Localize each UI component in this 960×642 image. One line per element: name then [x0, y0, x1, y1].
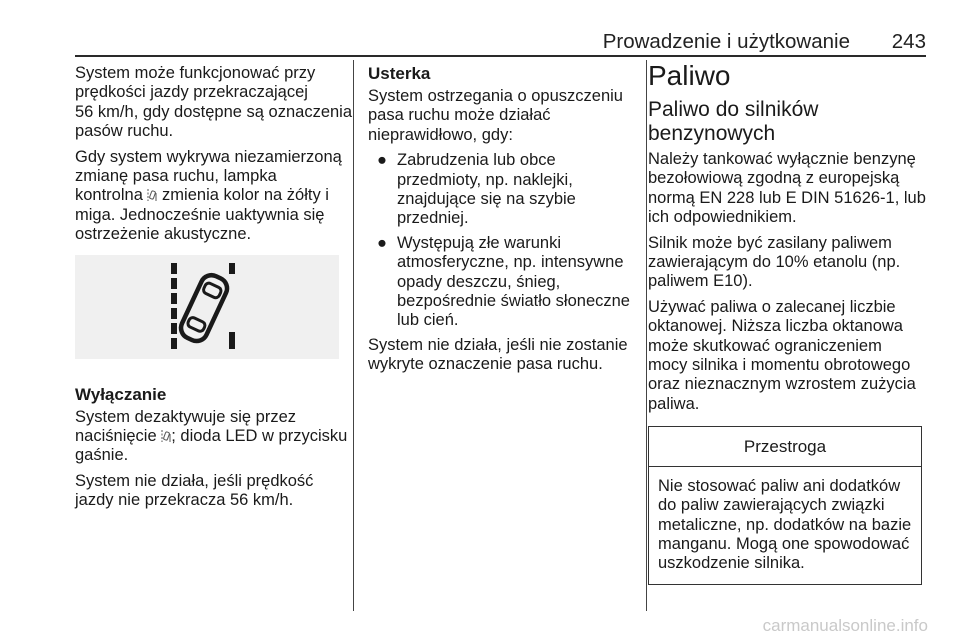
- paragraph-warning-behaviour: Gdy system wykrywa niezamierzoną zmianę pasa ruchu, lampka kontrolna zmienia kolor na żółty i miga. Jednocześnie uaktywnia się ostrzeżenie akustyczne.: [75, 147, 342, 244]
- column-3: [648, 60, 928, 585]
- page-number: 243: [891, 30, 926, 53]
- list-item: ● Występują złe warunki atmosferyczne, np. intensywne opady deszczu, śnieg, bezpośrednie światło słoneczne lub cień.: [377, 233, 630, 330]
- malfunction-list: [368, 151, 634, 331]
- page-header-title: Prowadzenie i użytkowanie: [602, 30, 850, 53]
- watermark: carmanualsonline.info: [762, 616, 928, 635]
- heading-wylaczanie: Wyłączanie: [75, 384, 167, 404]
- paragraph-octane: Używać paliwa o zalecanej liczbie oktanowej. Niższa liczba oktanowa może skutkować ograniczeniem mocy silnika i momentu obrotowego oraz nieznacznym wzrostem zużycia paliwa.: [648, 297, 916, 413]
- lane-departure-diagram: [75, 255, 339, 359]
- paragraph-malfunction-intro: System ostrzegania o opuszczeniu pasa ruchu może działać nieprawidłowo, gdy:: [368, 87, 623, 144]
- paragraph-fuel-standard: Należy tankować wyłącznie benzynę bezołowiową zgodną z europejską normą EN 228 lub E DIN 51626-1, lub ich odpowiednikiem.: [648, 150, 926, 227]
- paragraph-speed-condition: System może funkcjonować przy prędkości jazdy przekraczającej 56 km/h, gdy dostępne są oznaczenia pasów ruchu.: [75, 64, 353, 141]
- heading-usterka: Usterka: [368, 64, 431, 83]
- paragraph-ethanol: Silnik może być zasilany paliwem zawierającym do 10% etanolu (np. paliwem E10).: [648, 233, 901, 291]
- column-2: [368, 64, 634, 381]
- paragraph-speed-limit: System nie działa, jeśli prędkość jazdy nie przekracza 56 km/h.: [75, 471, 314, 510]
- header-rule: [75, 55, 926, 57]
- caution-body: Nie stosować paliw ani dodatków do paliw zawierających związki metaliczne, np. dodatków na bazie manganu. Mogą one spowodować uszkodzenie silnika.: [658, 476, 912, 573]
- bullet-icon: ●: [377, 233, 387, 252]
- lane-departure-icon: [147, 188, 157, 202]
- paragraph-malfunction-outro: System nie działa, jeśli nie zostanie wykryte oznaczenie pasa ruchu.: [368, 335, 628, 374]
- column-1: [75, 64, 353, 517]
- column-divider-2: [646, 60, 647, 611]
- caution-box: [648, 426, 922, 584]
- section-subtitle: Paliwo do silników benzynowych: [648, 98, 819, 145]
- column-divider-1: [353, 60, 354, 611]
- section-title-paliwo: Paliwo: [648, 60, 731, 91]
- list-item: ● Zabrudzenia lub obce przedmioty, np. naklejki, znajdujące się na szybie przedniej.: [377, 151, 576, 228]
- caution-title: Przestroga: [649, 427, 921, 466]
- paragraph-deactivation: System dezaktywuje się przez naciśnięcie ; dioda LED w przycisku gaśnie.: [75, 407, 348, 465]
- lane-departure-illustration: [75, 255, 339, 359]
- bullet-icon: ●: [377, 151, 387, 170]
- lane-departure-icon: [161, 429, 171, 443]
